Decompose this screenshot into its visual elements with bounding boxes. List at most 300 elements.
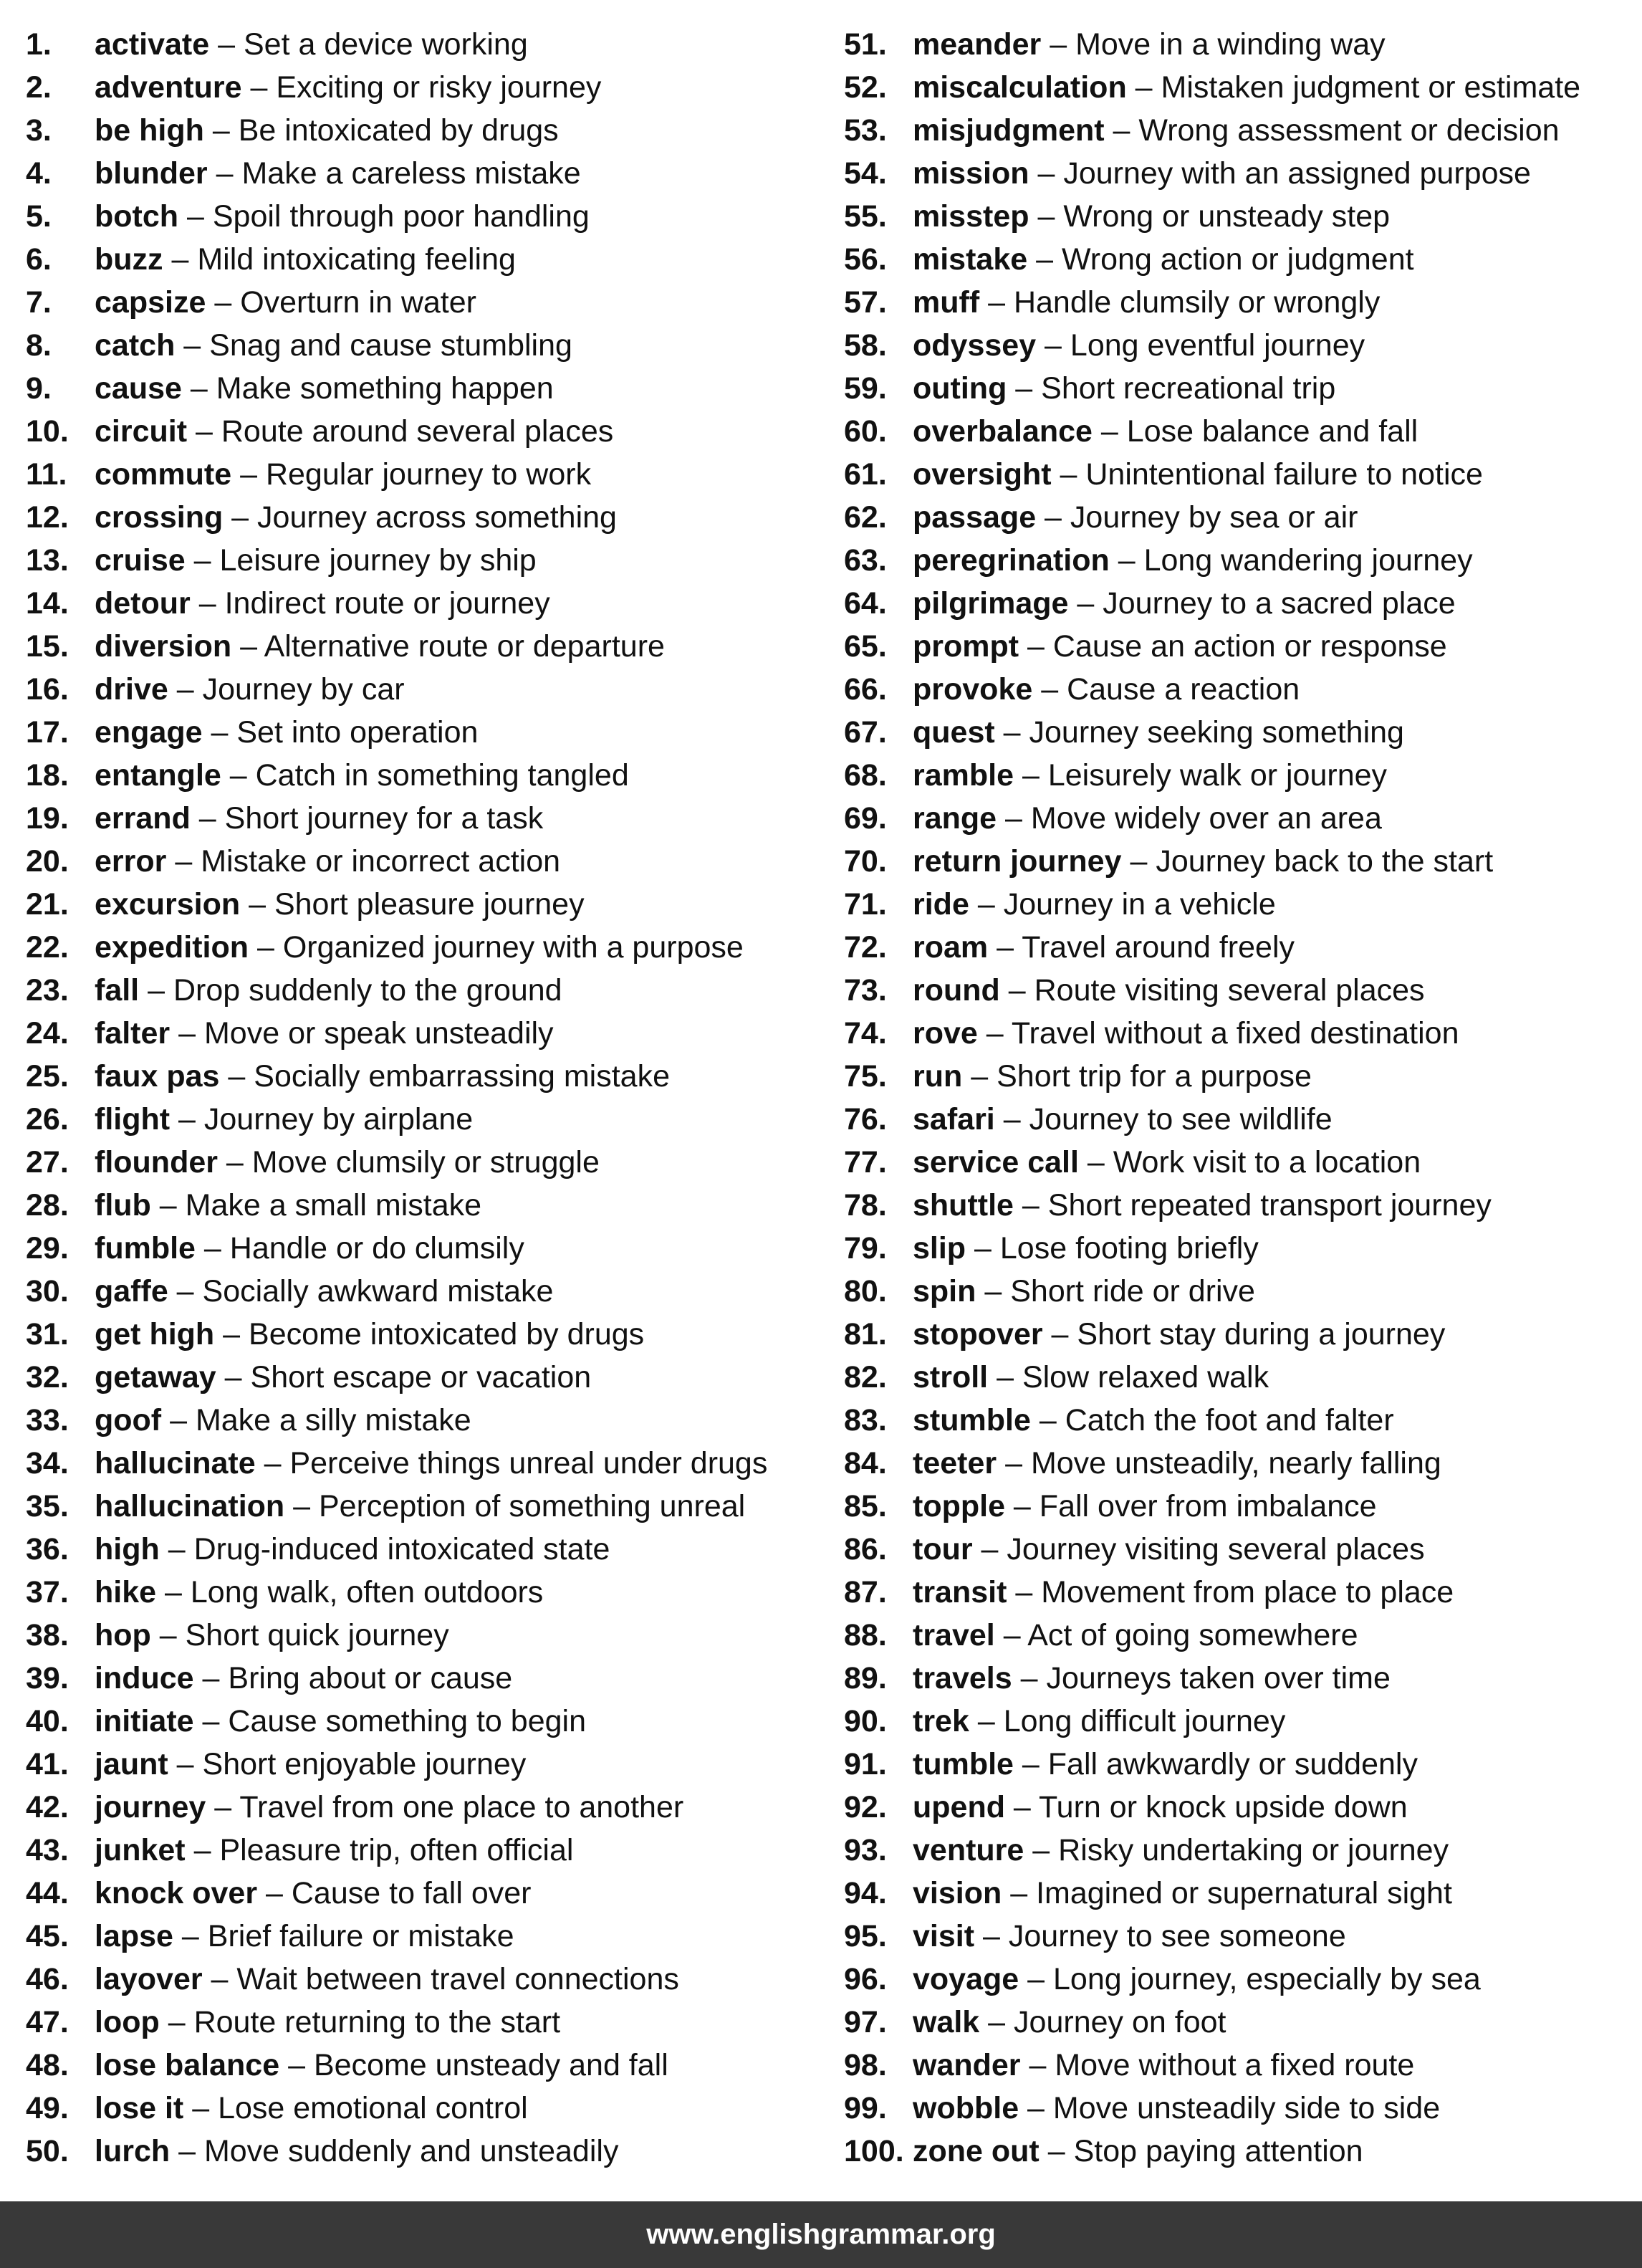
- item-definition: Make something happen: [216, 371, 554, 406]
- item-definition: Move unsteadily side to side: [1052, 2091, 1441, 2125]
- item-definition: Snag and cause stumbling: [209, 328, 572, 363]
- item-term: muff: [913, 285, 980, 320]
- item-separator: –: [187, 414, 221, 449]
- item-number: 35.: [26, 1489, 69, 1523]
- item-separator: –: [1036, 500, 1070, 535]
- list-item: [26, 1313, 828, 1356]
- item-number: 68.: [844, 758, 887, 793]
- item-definition: Pleasure trip, often official: [219, 1833, 574, 1867]
- item-definition: Journey in a vehicle: [1003, 887, 1276, 922]
- item-separator: –: [1014, 758, 1048, 793]
- item-number: 90.: [844, 1704, 887, 1738]
- list-item: [26, 754, 828, 797]
- item-number: 45.: [26, 1919, 69, 1953]
- item-definition: Handle clumsily or wrongly: [1013, 285, 1381, 320]
- item-definition: Short quick journey: [185, 1618, 449, 1652]
- item-definition: Drop suddenly to the ground: [173, 973, 562, 1008]
- list-item: [844, 2044, 1632, 2087]
- item-definition: Exciting or risky journey: [276, 70, 602, 105]
- item-number: 15.: [26, 629, 69, 664]
- item-definition: Movement from place to place: [1041, 1575, 1454, 1609]
- item-term: flounder: [95, 1145, 218, 1180]
- item-definition: Mistaken judgment or estimate: [1161, 70, 1581, 105]
- item-term: travel: [913, 1618, 995, 1652]
- list-item: [26, 367, 828, 410]
- item-term: activate: [95, 27, 210, 62]
- item-number: 70.: [844, 844, 887, 879]
- list-item: [26, 1055, 828, 1098]
- item-number: 84.: [844, 1446, 887, 1480]
- item-term: venture: [913, 1833, 1024, 1867]
- list-item: [844, 1485, 1632, 1528]
- item-number: 43.: [26, 1833, 69, 1867]
- item-term: misjudgment: [913, 113, 1105, 148]
- item-term: wander: [913, 2048, 1021, 2082]
- item-term: pilgrimage: [913, 586, 1069, 621]
- item-definition: Short journey for a task: [224, 801, 544, 836]
- list-item: [844, 1571, 1632, 1614]
- item-separator: –: [249, 930, 283, 965]
- list-item: [26, 2087, 828, 2130]
- item-definition: Journey by airplane: [203, 1102, 474, 1137]
- list-item: [844, 1442, 1632, 1485]
- list-item: [844, 195, 1632, 238]
- item-separator: –: [193, 1661, 229, 1695]
- item-number: 6.: [26, 242, 52, 277]
- list-item: [844, 410, 1632, 453]
- item-separator: –: [979, 2005, 1014, 2039]
- item-definition: Imagined or supernatural sight: [1036, 1876, 1452, 1910]
- list-item: [26, 1786, 828, 1829]
- item-term: range: [913, 801, 997, 836]
- item-separator: –: [170, 1016, 204, 1051]
- item-term: hike: [95, 1575, 157, 1609]
- item-term: odyssey: [913, 328, 1037, 363]
- item-number: 87.: [844, 1575, 887, 1609]
- item-term: slip: [913, 1231, 966, 1265]
- item-term: miscalculation: [913, 70, 1127, 105]
- item-number: 62.: [844, 500, 887, 535]
- item-number: 3.: [26, 113, 52, 148]
- list-item: [844, 1270, 1632, 1313]
- item-term: spin: [913, 1274, 976, 1308]
- item-separator: –: [966, 1231, 1000, 1265]
- item-term: round: [913, 973, 1000, 1008]
- item-number: 47.: [26, 2005, 69, 2039]
- item-separator: –: [1029, 156, 1064, 191]
- list-item: [844, 1399, 1632, 1442]
- item-term: zone out: [913, 2134, 1040, 2168]
- item-separator: –: [150, 1618, 186, 1652]
- item-definition: Journey to see someone: [1008, 1919, 1346, 1953]
- item-term: entangle: [95, 758, 221, 793]
- item-separator: –: [1039, 2134, 1074, 2168]
- item-definition: Handle or do clumsily: [229, 1231, 524, 1265]
- item-term: rove: [913, 1016, 978, 1051]
- item-number: 31.: [26, 1317, 69, 1351]
- item-separator: –: [159, 2005, 194, 2039]
- item-number: 20.: [26, 844, 69, 879]
- item-number: 5.: [26, 199, 52, 234]
- item-term: lose balance: [95, 2048, 280, 2082]
- item-definition: Move unsteadily, nearly falling: [1030, 1446, 1441, 1480]
- item-term: commute: [95, 457, 232, 492]
- item-term: service call: [913, 1145, 1079, 1180]
- list-item: [844, 1829, 1632, 1872]
- list-item: [26, 324, 828, 367]
- item-definition: Journey by car: [202, 672, 405, 707]
- item-term: travels: [913, 1661, 1012, 1695]
- item-term: mission: [913, 156, 1029, 191]
- item-definition: Perception of something unreal: [319, 1489, 746, 1523]
- item-term: engage: [95, 715, 203, 750]
- item-term: oversight: [913, 457, 1052, 492]
- item-term: diversion: [95, 629, 232, 664]
- item-separator: –: [1051, 457, 1086, 492]
- item-definition: Spoil through poor handling: [212, 199, 590, 234]
- item-definition: Risky undertaking or journey: [1058, 1833, 1449, 1867]
- list-item: [844, 1786, 1632, 1829]
- item-number: 48.: [26, 2048, 69, 2082]
- item-definition: Fall over from imbalance: [1039, 1489, 1377, 1523]
- item-definition: Drug-induced intoxicated state: [193, 1532, 610, 1566]
- item-separator: –: [1032, 672, 1067, 707]
- item-definition: Act of going somewhere: [1027, 1618, 1358, 1652]
- item-separator: –: [166, 844, 201, 879]
- item-term: hallucinate: [95, 1446, 256, 1480]
- item-separator: –: [1019, 629, 1053, 664]
- item-separator: –: [1029, 199, 1064, 234]
- item-definition: Set into operation: [236, 715, 479, 750]
- item-number: 82.: [844, 1360, 887, 1394]
- item-separator: –: [979, 285, 1014, 320]
- item-separator: –: [1004, 1790, 1040, 1824]
- item-number: 83.: [844, 1403, 887, 1437]
- item-term: botch: [95, 199, 179, 234]
- list-item: [844, 1055, 1632, 1098]
- item-number: 41.: [26, 1747, 69, 1781]
- footer-bar: [0, 2201, 1642, 2268]
- list-item: [844, 1657, 1632, 1700]
- item-number: 19.: [26, 801, 69, 836]
- item-number: 57.: [844, 285, 887, 320]
- list-item: [26, 1700, 828, 1743]
- item-definition: Journey to see wildlife: [1029, 1102, 1333, 1137]
- item-number: 94.: [844, 1876, 887, 1910]
- list-item: [26, 1485, 828, 1528]
- item-number: 1.: [26, 27, 52, 62]
- item-definition: Journey back to the start: [1156, 844, 1494, 879]
- item-definition: Move without a fixed route: [1055, 2048, 1415, 2082]
- list-item: [844, 1012, 1632, 1055]
- item-number: 34.: [26, 1446, 69, 1480]
- word-list-right-column: [844, 23, 1632, 2173]
- item-number: 59.: [844, 371, 887, 406]
- list-item: [844, 2001, 1632, 2044]
- item-term: misstep: [913, 199, 1029, 234]
- item-term: fumble: [95, 1231, 196, 1265]
- item-definition: Journey seeking something: [1029, 715, 1404, 750]
- item-definition: Catch the foot and falter: [1065, 1403, 1394, 1437]
- item-term: shuttle: [913, 1188, 1014, 1222]
- item-separator: –: [999, 973, 1034, 1008]
- item-separator: –: [241, 70, 277, 105]
- item-separator: –: [195, 1231, 230, 1265]
- list-item: [844, 66, 1632, 109]
- item-separator: –: [1007, 371, 1042, 406]
- item-definition: Make a careless mistake: [241, 156, 581, 191]
- item-term: return journey: [913, 844, 1122, 879]
- item-definition: Lose footing briefly: [999, 1231, 1259, 1265]
- item-number: 10.: [26, 414, 69, 449]
- item-term: crossing: [95, 500, 224, 535]
- item-term: hop: [95, 1618, 151, 1652]
- item-separator: –: [1007, 1575, 1042, 1609]
- list-item: [26, 1614, 828, 1657]
- item-separator: –: [257, 1876, 292, 1910]
- list-item: [26, 195, 828, 238]
- list-item: [26, 496, 828, 539]
- list-item: [26, 2130, 828, 2173]
- list-item: [26, 926, 828, 969]
- item-definition: Leisurely walk or journey: [1047, 758, 1388, 793]
- item-definition: Journey to a sacred place: [1103, 586, 1456, 621]
- item-definition: Mild intoxicating feeling: [197, 242, 516, 277]
- item-term: transit: [913, 1575, 1007, 1609]
- item-term: wobble: [913, 2091, 1019, 2125]
- item-number: 37.: [26, 1575, 69, 1609]
- list-item: [844, 2130, 1632, 2173]
- item-separator: –: [1078, 1145, 1113, 1180]
- item-number: 88.: [844, 1618, 887, 1652]
- item-definition: Make a silly mistake: [195, 1403, 471, 1437]
- item-term: roam: [913, 930, 989, 965]
- item-number: 25.: [26, 1059, 69, 1094]
- item-term: falter: [95, 1016, 171, 1051]
- item-separator: –: [175, 328, 210, 363]
- item-term: drive: [95, 672, 168, 707]
- item-term: catch: [95, 328, 176, 363]
- item-term: prompt: [913, 629, 1019, 664]
- item-definition: Brief failure or mistake: [207, 1919, 514, 1953]
- item-number: 78.: [844, 1188, 887, 1222]
- item-definition: Leisure journey by ship: [219, 543, 537, 578]
- item-number: 76.: [844, 1102, 887, 1137]
- item-definition: Fall awkwardly or suddenly: [1047, 1747, 1418, 1781]
- item-separator: –: [255, 1446, 290, 1480]
- item-number: 95.: [844, 1919, 887, 1953]
- list-item: [844, 1141, 1632, 1184]
- item-separator: –: [159, 1532, 194, 1566]
- item-separator: –: [190, 801, 225, 836]
- item-definition: Move widely over an area: [1030, 801, 1382, 836]
- item-definition: Cause an action or response: [1052, 629, 1447, 664]
- item-definition: Cause something to begin: [228, 1704, 586, 1738]
- item-separator: –: [168, 672, 203, 707]
- item-number: 58.: [844, 328, 887, 363]
- list-item: [26, 1743, 828, 1786]
- item-term: journey: [95, 1790, 206, 1824]
- item-separator: –: [190, 586, 225, 621]
- list-item: [26, 238, 828, 281]
- list-item: [844, 926, 1632, 969]
- item-term: peregrination: [913, 543, 1110, 578]
- item-separator: –: [150, 1188, 186, 1222]
- item-term: circuit: [95, 414, 188, 449]
- item-number: 32.: [26, 1360, 69, 1394]
- list-item: [844, 582, 1632, 625]
- item-separator: –: [178, 199, 213, 234]
- list-item: [26, 281, 828, 324]
- item-definition: Turn or knock upside down: [1039, 1790, 1408, 1824]
- list-item: [844, 238, 1632, 281]
- item-number: 65.: [844, 629, 887, 664]
- item-definition: Route visiting several places: [1034, 973, 1425, 1008]
- list-item: [26, 152, 828, 195]
- list-item: [844, 496, 1632, 539]
- item-definition: Move clumsily or struggle: [251, 1145, 600, 1180]
- item-term: fall: [95, 973, 140, 1008]
- item-number: 60.: [844, 414, 887, 449]
- item-separator: –: [217, 1145, 252, 1180]
- item-definition: Journey across something: [257, 500, 617, 535]
- list-item: [26, 1872, 828, 1915]
- item-number: 29.: [26, 1231, 69, 1265]
- item-separator: –: [1019, 1962, 1054, 1996]
- list-item: [844, 1958, 1632, 2001]
- list-item: [26, 1227, 828, 1270]
- item-separator: –: [214, 1317, 249, 1351]
- item-separator: –: [185, 1833, 220, 1867]
- item-separator: –: [168, 1747, 203, 1781]
- item-separator: –: [170, 2134, 204, 2168]
- item-definition: Become unsteady and fall: [313, 2048, 668, 2082]
- item-definition: Perceive things unreal under drugs: [289, 1446, 768, 1480]
- list-item: [844, 754, 1632, 797]
- item-number: 85.: [844, 1489, 887, 1523]
- item-definition: Journey visiting several places: [1007, 1532, 1425, 1566]
- item-number: 100.: [844, 2134, 904, 2168]
- item-term: faux pas: [95, 1059, 220, 1094]
- list-item: [26, 1141, 828, 1184]
- item-definition: Short ride or drive: [1010, 1274, 1255, 1308]
- list-item: [26, 2044, 828, 2087]
- item-separator: –: [181, 371, 216, 406]
- item-separator: –: [206, 1790, 240, 1824]
- list-item: [844, 2087, 1632, 2130]
- item-definition: Travel without a fixed destination: [1011, 1016, 1459, 1051]
- item-separator: –: [223, 500, 258, 535]
- item-number: 80.: [844, 1274, 887, 1308]
- item-term: flub: [95, 1188, 151, 1222]
- item-number: 4.: [26, 156, 52, 191]
- item-number: 30.: [26, 1274, 69, 1308]
- list-item: [844, 367, 1632, 410]
- item-separator: –: [1002, 1876, 1037, 1910]
- item-definition: Lose emotional control: [218, 2091, 528, 2125]
- item-definition: Travel from one place to another: [239, 1790, 684, 1824]
- item-definition: Wrong assessment or decision: [1138, 113, 1560, 148]
- item-definition: Make a small mistake: [185, 1188, 482, 1222]
- item-number: 7.: [26, 285, 52, 320]
- item-definition: Short recreational trip: [1041, 371, 1336, 406]
- list-item: [26, 539, 828, 582]
- item-number: 56.: [844, 242, 887, 277]
- item-number: 33.: [26, 1403, 69, 1437]
- item-term: loop: [95, 2005, 160, 2039]
- item-definition: Regular journey to work: [265, 457, 592, 492]
- list-item: [26, 109, 828, 152]
- item-number: 17.: [26, 715, 69, 750]
- list-item: [844, 883, 1632, 926]
- item-number: 16.: [26, 672, 69, 707]
- item-term: ride: [913, 887, 969, 922]
- item-number: 24.: [26, 1016, 69, 1051]
- item-definition: Long difficult journey: [1003, 1704, 1286, 1738]
- item-term: topple: [913, 1489, 1005, 1523]
- footer-url[interactable]: www.englishgrammar.org: [646, 2219, 996, 2250]
- item-separator: –: [185, 543, 220, 578]
- item-number: 86.: [844, 1532, 887, 1566]
- item-number: 91.: [844, 1747, 887, 1781]
- item-separator: –: [1041, 27, 1076, 62]
- item-term: overbalance: [913, 414, 1093, 449]
- item-term: tour: [913, 1532, 973, 1566]
- item-definition: Short escape or vacation: [250, 1360, 592, 1394]
- item-term: junket: [95, 1833, 186, 1867]
- list-item: [26, 1012, 828, 1055]
- item-term: mistake: [913, 242, 1028, 277]
- item-separator: –: [969, 1704, 1004, 1738]
- item-number: 38.: [26, 1618, 69, 1652]
- list-item: [26, 711, 828, 754]
- list-item: [26, 1184, 828, 1227]
- item-separator: –: [284, 1489, 319, 1523]
- item-definition: Long wandering journey: [1143, 543, 1473, 578]
- item-term: jaunt: [95, 1747, 168, 1781]
- item-number: 23.: [26, 973, 69, 1008]
- item-separator: –: [974, 1919, 1009, 1953]
- item-number: 2.: [26, 70, 52, 105]
- item-term: blunder: [95, 156, 208, 191]
- item-term: cruise: [95, 543, 186, 578]
- item-definition: Become intoxicated by drugs: [249, 1317, 645, 1351]
- item-separator: –: [1121, 844, 1156, 879]
- list-item: [26, 2001, 828, 2044]
- item-term: provoke: [913, 672, 1033, 707]
- list-item: [844, 1700, 1632, 1743]
- item-definition: Short pleasure journey: [274, 887, 585, 922]
- list-item: [844, 1872, 1632, 1915]
- item-number: 72.: [844, 930, 887, 965]
- item-number: 96.: [844, 1962, 887, 1996]
- item-definition: Move suddenly and unsteadily: [203, 2134, 619, 2168]
- item-separator: –: [1019, 2091, 1053, 2125]
- item-number: 11.: [26, 457, 67, 492]
- list-item: [844, 324, 1632, 367]
- item-separator: –: [972, 1532, 1007, 1566]
- item-number: 50.: [26, 2134, 69, 2168]
- item-separator: –: [994, 1618, 1028, 1652]
- list-item: [26, 23, 828, 66]
- item-separator: –: [161, 1403, 196, 1437]
- list-item: [26, 1915, 828, 1958]
- item-definition: Short repeated transport journey: [1047, 1188, 1492, 1222]
- item-definition: Wrong or unsteady step: [1063, 199, 1391, 234]
- item-term: get high: [95, 1317, 215, 1351]
- item-definition: Journeys taken over time: [1046, 1661, 1391, 1695]
- list-item: [26, 410, 828, 453]
